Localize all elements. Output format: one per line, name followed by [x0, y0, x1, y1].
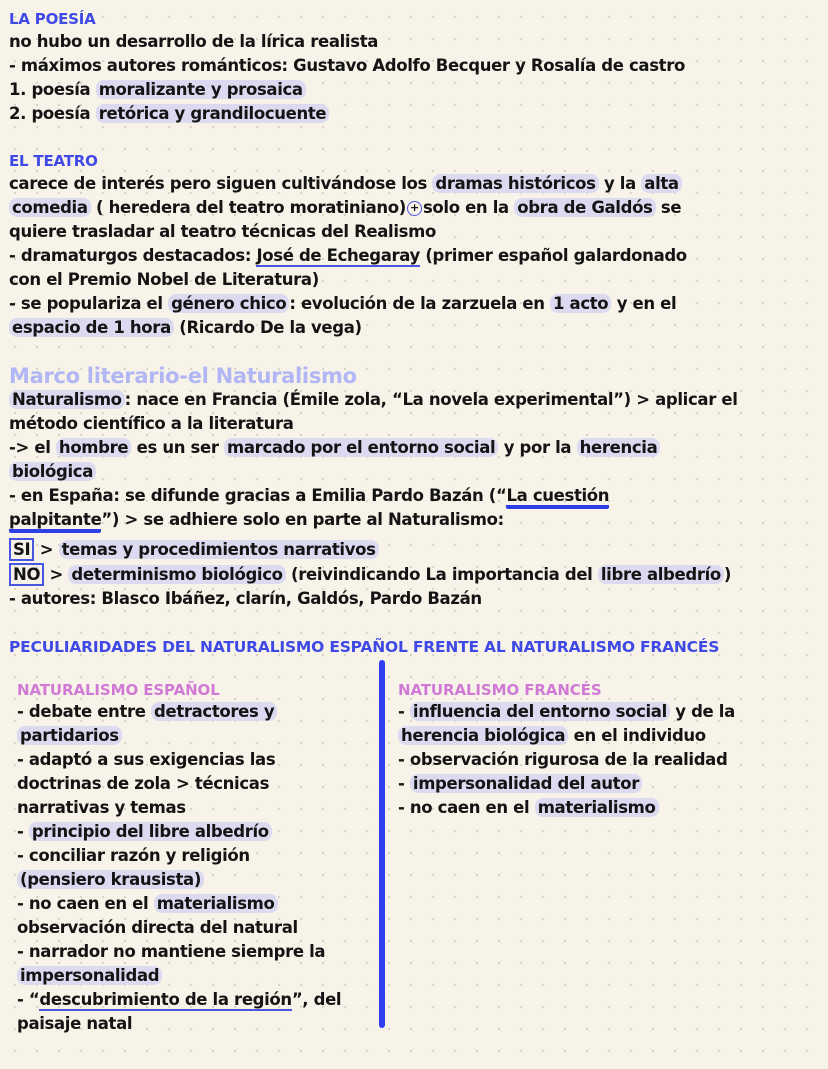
- highlight: Naturalismo: [9, 390, 125, 409]
- marco-line: - autores: Blasco Ibáñez, clarín, Galdós, Pardo Bazán: [9, 589, 482, 608]
- espanol-line: [17, 989, 341, 1011]
- highlight: comedia: [9, 198, 91, 217]
- text: ( heredera del teatro moratiniano): [90, 198, 406, 217]
- espanol-line: [17, 821, 272, 843]
- text: - no caen en el: [398, 798, 535, 817]
- highlight: herencia biológica: [398, 726, 568, 745]
- text: >: [34, 540, 59, 559]
- text: >: [44, 565, 69, 584]
- highlight: detractores y: [151, 702, 277, 721]
- text: - no caen en el: [17, 894, 154, 913]
- marco-no-line: [9, 564, 731, 586]
- text: y por la: [498, 438, 577, 457]
- teatro-line: [9, 317, 362, 339]
- text: se: [655, 198, 682, 217]
- column-title-frances: NATURALISMO FRANCÉS: [398, 681, 602, 699]
- marco-line: [9, 509, 504, 531]
- highlight: hombre: [56, 438, 131, 457]
- poesia-line: no hubo un desarrollo de la lírica realista: [9, 32, 379, 51]
- highlight: principio del libre albedrío: [29, 822, 272, 841]
- text: en el individuo: [568, 726, 706, 745]
- text: y de la: [669, 702, 735, 721]
- highlight: alta: [641, 174, 681, 193]
- espanol-line: observación directa del natural: [17, 918, 298, 937]
- marco-line: [9, 389, 738, 411]
- teatro-line: [9, 293, 676, 315]
- marco-line: [9, 437, 660, 459]
- espanol-line: - conciliar razón y religión: [17, 846, 250, 865]
- highlight: espacio de 1 hora: [9, 318, 174, 337]
- text: : evolución de la zarzuela en: [289, 294, 551, 313]
- text: y en el: [611, 294, 677, 313]
- text: (primer español galardonado: [419, 246, 687, 265]
- highlight: biológica: [9, 462, 96, 481]
- teatro-line: con el Premio Nobel de Literatura): [9, 270, 319, 289]
- marco-si-line: [9, 539, 379, 561]
- underlined-title: La cuestión: [506, 486, 609, 509]
- highlight: impersonalidad del autor: [410, 774, 642, 793]
- text: solo en la: [422, 198, 515, 217]
- text: - en España: se difunde gracias a Emilia Pardo Bazán (“: [9, 486, 507, 505]
- espanol-line: paisaje natal: [17, 1014, 133, 1033]
- text: -: [398, 774, 410, 793]
- frances-line: [398, 773, 642, 795]
- text: carece de interés pero siguen cultivándose los: [9, 174, 433, 193]
- espanol-line: - narrador no mantiene siempre la: [17, 942, 326, 961]
- marco-line: método científico a la literatura: [9, 414, 294, 433]
- highlight: marcado por el entorno social: [224, 438, 498, 457]
- no-box: NO: [9, 563, 44, 586]
- frances-line: [398, 797, 659, 819]
- text: -: [17, 822, 29, 841]
- underlined-phrase: descubrimiento de la región: [39, 990, 292, 1009]
- poesia-item: [9, 103, 329, 125]
- section-title-teatro: EL TEATRO: [9, 152, 98, 170]
- marco-line: [9, 461, 96, 483]
- text: - debate entre: [17, 702, 152, 721]
- highlight: género chico: [168, 294, 289, 313]
- espanol-line: - adaptó a sus exigencias las: [17, 750, 276, 769]
- text: : nace en Francia (Émile zola, “La novela experimental”) > aplicar el: [124, 390, 738, 409]
- highlight: herencia: [577, 438, 661, 457]
- highlight: temas y procedimientos narrativos: [59, 540, 379, 559]
- highlight: materialismo: [154, 894, 278, 913]
- highlight: (pensiero krausista): [17, 870, 204, 889]
- highlight: impersonalidad: [17, 966, 162, 985]
- highlight: partidarios: [17, 726, 122, 745]
- plus-circle-icon: +: [407, 201, 422, 216]
- text: (Ricardo De la vega): [173, 318, 362, 337]
- highlight: libre albedrío: [598, 565, 724, 584]
- section-title-marco: Marco literario-el Naturalismo: [9, 364, 357, 388]
- text: 2. poesía: [9, 104, 96, 123]
- highlight: retórica y grandilocuente: [96, 104, 330, 123]
- teatro-line: quiere trasladar al teatro técnicas del Realismo: [9, 222, 436, 241]
- highlight: 1 acto: [550, 294, 611, 313]
- text: 1. poesía: [9, 80, 96, 99]
- text: ”, del: [291, 990, 342, 1009]
- teatro-line: [9, 245, 687, 267]
- poesia-line: - máximos autores románticos: Gustavo Adolfo Becquer y Rosalía de castro: [9, 56, 685, 75]
- espanol-line: [17, 893, 278, 915]
- frances-line: [398, 725, 706, 747]
- text: es un ser: [131, 438, 225, 457]
- espanol-line: [17, 725, 122, 747]
- text: ”) > se adhiere solo en parte al Naturalismo:: [101, 510, 504, 529]
- espanol-line: [17, 701, 277, 723]
- column-title-espanol: NATURALISMO ESPAÑOL: [17, 681, 220, 699]
- highlight: influencia del entorno social: [410, 702, 670, 721]
- text: -: [398, 702, 410, 721]
- underlined-title: palpitante: [9, 510, 101, 533]
- teatro-line: [9, 173, 682, 195]
- text: -> el: [9, 438, 56, 457]
- text: y la: [598, 174, 642, 193]
- teatro-line: [9, 197, 681, 219]
- poesia-item: [9, 79, 306, 101]
- si-box: SI: [9, 538, 34, 561]
- frances-line: - observación rigurosa de la realidad: [398, 750, 728, 769]
- section-title-poesia: LA POESÍA: [9, 10, 96, 28]
- column-divider: [379, 660, 385, 1028]
- text: - “: [17, 990, 40, 1009]
- frances-line: [398, 701, 735, 723]
- marco-line: [9, 485, 609, 507]
- text: (reivindicando La importancia del: [285, 565, 598, 584]
- espanol-line: doctrinas de zola > técnicas: [17, 774, 270, 793]
- text: - se populariza el: [9, 294, 169, 313]
- text: ): [723, 565, 732, 584]
- highlight: moralizante y prosaica: [96, 80, 306, 99]
- highlight: materialismo: [535, 798, 659, 817]
- espanol-line: [17, 965, 162, 987]
- text: - dramaturgos destacados:: [9, 246, 257, 265]
- highlight: obra de Galdós: [514, 198, 655, 217]
- espanol-line: [17, 869, 204, 891]
- underlined-name: José de Echegaray: [256, 246, 420, 265]
- highlight: determinismo biológico: [68, 565, 285, 584]
- highlight: dramas históricos: [432, 174, 598, 193]
- section-title-peculiaridades: PECULIARIDADES DEL NATURALISMO ESPAÑOL FRENTE AL NATURALISMO FRANCÉS: [9, 638, 720, 656]
- espanol-line: narrativas y temas: [17, 798, 186, 817]
